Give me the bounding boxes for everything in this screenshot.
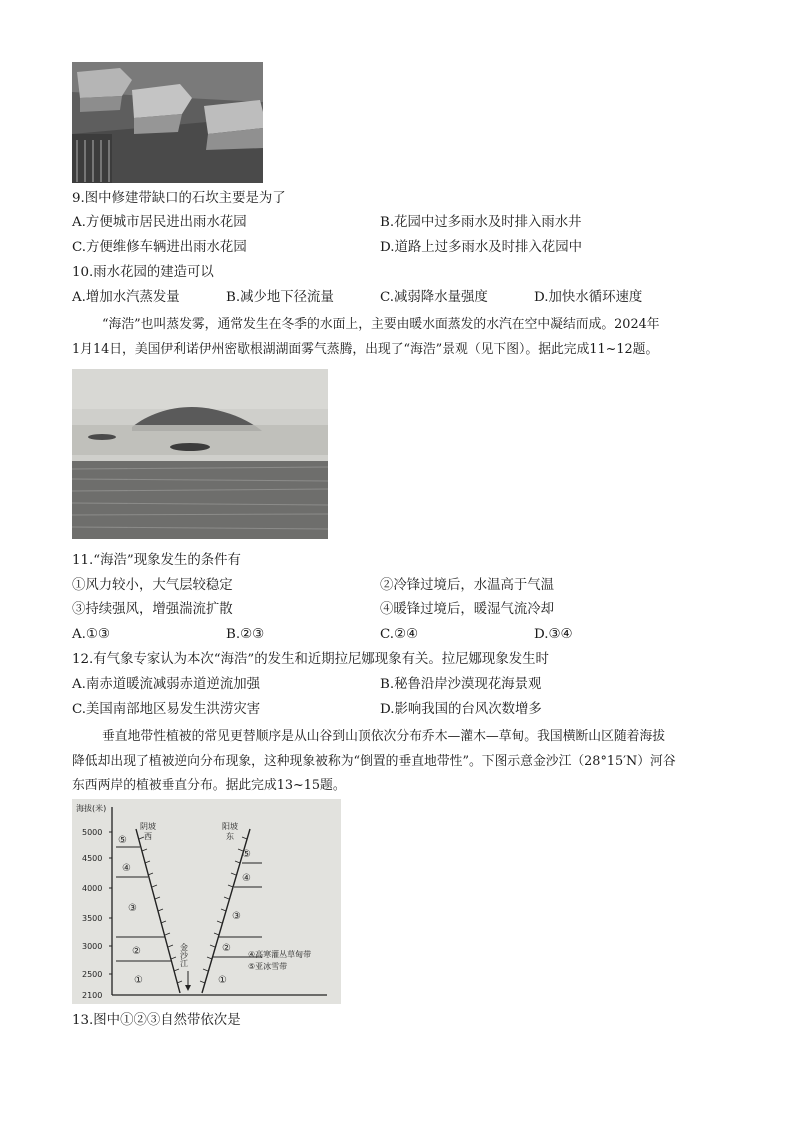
- east-zone-1: ①: [218, 975, 227, 986]
- q11-item-1: ①风力较小，大气层较稳定: [72, 578, 233, 593]
- tick-4000: 4000: [82, 884, 103, 893]
- river-label: 金沙江: [179, 943, 189, 967]
- legend-zone-4: ④高寒灌丛草甸带: [248, 950, 312, 959]
- q10-option-d: D.加快水循环速度: [534, 290, 643, 305]
- q11-item-4: ④暖锋过境后，暖湿气流冷却: [380, 602, 555, 617]
- west-zone-3: ③: [128, 903, 137, 914]
- q10-option-a: A.增加水汽蒸发量: [72, 290, 180, 305]
- passage-vertical-zonation: [72, 725, 722, 799]
- east-zone-4: ④: [242, 873, 251, 884]
- west-zone-1: ①: [134, 975, 143, 986]
- rain-garden-curb-photo: [72, 62, 263, 183]
- q12-option-d: D.影响我国的台风次数增多: [380, 702, 542, 717]
- tick-3500: 3500: [82, 914, 103, 923]
- q11-stem: 11.“海浩”现象发生的条件有: [72, 553, 241, 568]
- east-zone-3: ③: [232, 911, 241, 922]
- west-zone-5: ⑤: [118, 835, 127, 846]
- east-slope-label: 阳坡: [222, 822, 238, 831]
- legend-zone-5: ⑤亚冰雪带: [248, 962, 288, 971]
- tick-2500: 2500: [82, 970, 103, 979]
- q12-stem: 12.有气象专家认为本次“海浩”的发生和近期拉尼娜现象有关。拉尼娜现象发生时: [72, 652, 549, 667]
- passage-sea-smoke: [72, 313, 722, 362]
- west-slope-label: 阴坡: [140, 822, 156, 831]
- q10-option-b: B.减少地下径流量: [226, 290, 334, 305]
- west-zone-2: ②: [132, 946, 141, 957]
- q11-item-3: ③持续强风，增强湍流扩散: [72, 602, 233, 617]
- passage-sea-smoke-line2: 1月14日，美国伊利诺伊州密歇根湖湖面雾气蒸腾，出现了“海浩”景观（见下图）。据此完成11~12题。: [72, 341, 659, 357]
- tick-4500: 4500: [82, 854, 103, 863]
- q9-option-d: D.道路上过多雨水及时排入花园中: [380, 240, 582, 255]
- east-zone-2: ②: [222, 943, 231, 954]
- q12-option-c: C.美国南部地区易发生洪涝灾害: [72, 702, 261, 717]
- q10-stem: 10.雨水花园的建造可以: [72, 265, 214, 280]
- q11-option-a: A.①③: [72, 627, 110, 642]
- valley-vegetation-diagram: [72, 799, 341, 1004]
- east-zone-5: ⑤: [242, 849, 251, 860]
- passage-vertical-zonation-line1: 垂直地带性植被的常见更替顺序是从山谷到山顶依次分布乔木—灌木—草甸。我国横断山区随着海拔: [102, 729, 666, 744]
- q10-option-c: C.减弱降水量强度: [380, 290, 488, 305]
- q11-option-c: C.②④: [380, 627, 419, 642]
- q13-stem: 13.图中①②③自然带依次是: [72, 1013, 241, 1028]
- y-axis-title: 海拔(米): [76, 804, 107, 813]
- q12-option-a: A.南赤道暖流减弱赤道逆流加强: [72, 677, 261, 692]
- tick-2100: 2100: [82, 991, 103, 1000]
- q9-option-a: A.方便城市居民进出雨水花园: [72, 215, 247, 230]
- tick-3000: 3000: [82, 942, 103, 951]
- passage-sea-smoke-line1: “海浩”也叫蒸发雾，通常发生在冬季的水面上，主要由暖水面蒸发的水汽在空中凝结而成。2024年: [102, 317, 660, 332]
- west-zone-4: ④: [122, 863, 131, 874]
- q9-option-b: B.花园中过多雨水及时排入雨水井: [380, 215, 582, 230]
- q9-stem: 9.图中修建带缺口的石坎主要是为了: [72, 191, 286, 206]
- q11-option-d: D.③④: [534, 627, 573, 642]
- sea-smoke-photo: [72, 369, 328, 539]
- tick-5000: 5000: [82, 828, 103, 837]
- q9-option-c: C.方便维修车辆进出雨水花园: [72, 240, 247, 255]
- passage-vertical-zonation-line2: 降低却出现了植被逆向分布现象，这种现象被称为“倒置的垂直地带性”。下图示意金沙江（28°15′N）河谷: [72, 753, 676, 769]
- west-direction-label: 西: [144, 832, 152, 841]
- q11-item-2: ②冷锋过境后，水温高于气温: [380, 578, 555, 593]
- passage-vertical-zonation-line3: 东西两岸的植被垂直分布。据此完成13~15题。: [72, 778, 346, 793]
- q12-option-b: B.秘鲁沿岸沙漠现花海景观: [380, 677, 542, 692]
- q11-option-b: B.②③: [226, 627, 265, 642]
- east-direction-label: 东: [226, 832, 234, 841]
